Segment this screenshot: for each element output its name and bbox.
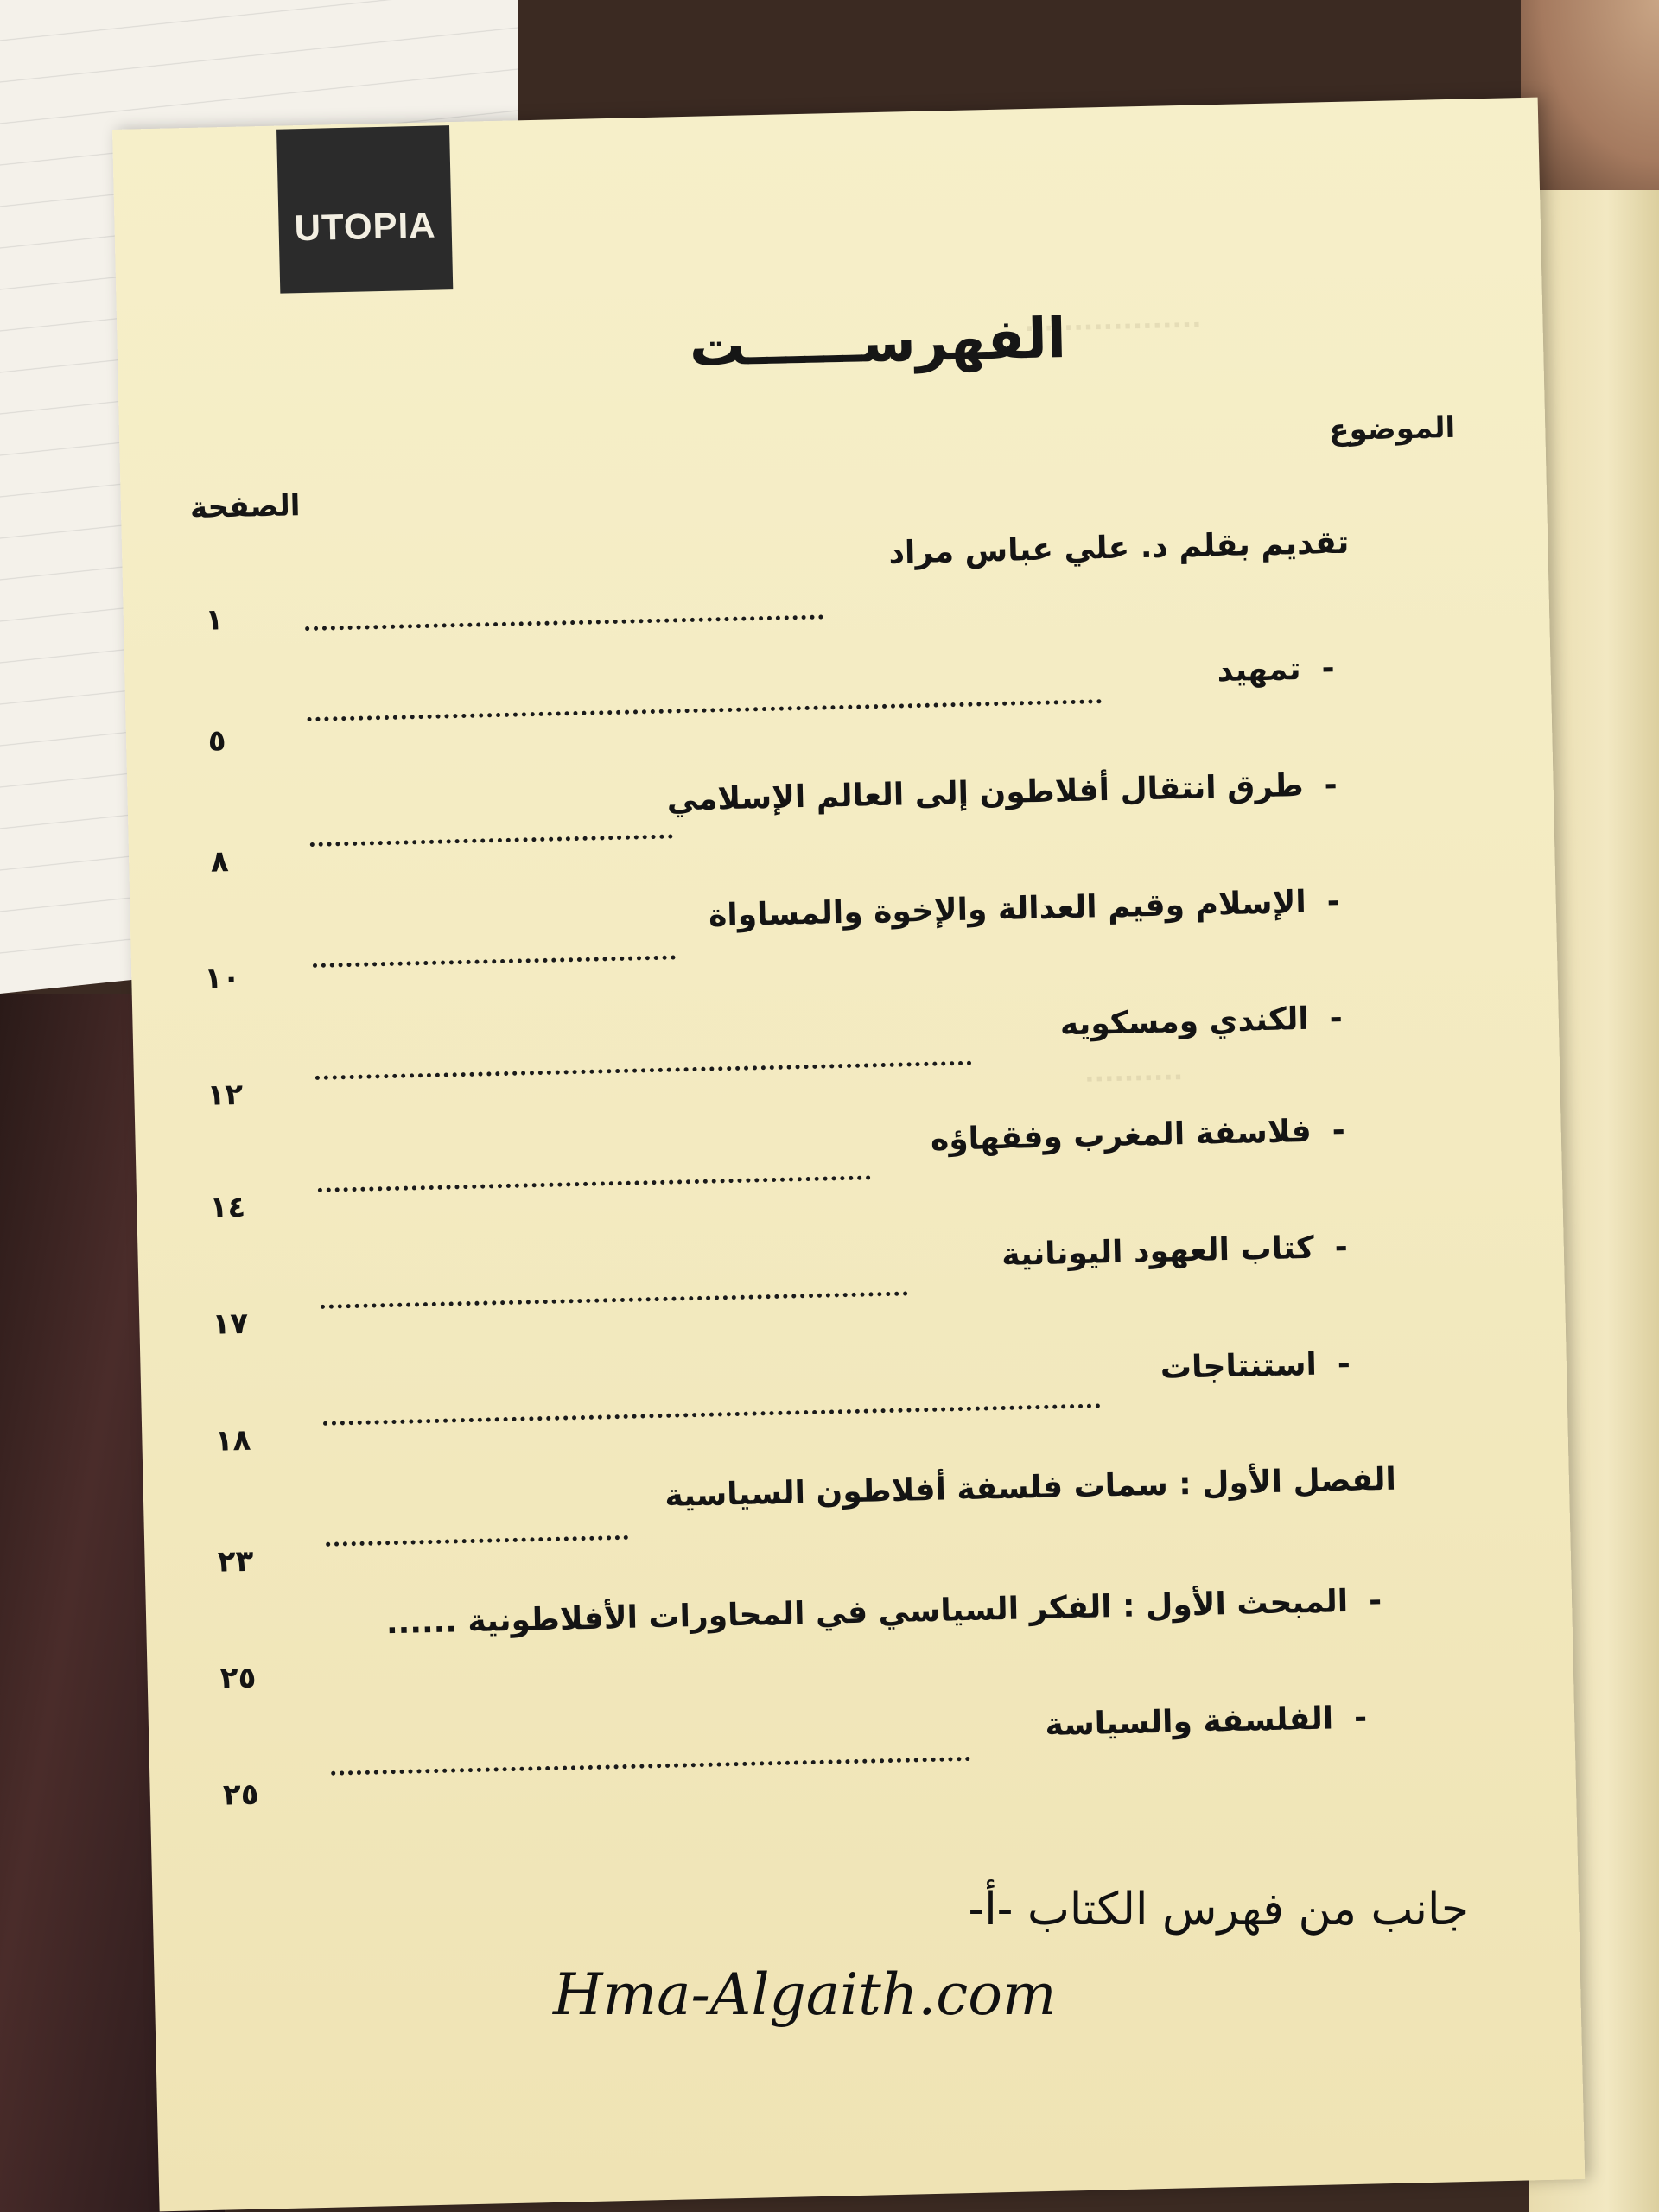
- toc-entry: [931, 1113, 1346, 1158]
- toc-entry: [1045, 1700, 1367, 1743]
- toc-entry-label: الفلسفة والسياسة: [1045, 1700, 1334, 1743]
- toc-page-number: ٢٣: [217, 1543, 254, 1580]
- toc-entry-dash: -: [1337, 1345, 1351, 1382]
- toc-chapter-entry: [664, 1462, 1396, 1514]
- column-header-page: الصفحة: [189, 488, 301, 526]
- background-hand: [1521, 0, 1659, 190]
- toc-entry-label: استنتاجات: [1160, 1346, 1318, 1386]
- toc-entry-dash: -: [1324, 767, 1338, 804]
- toc-entry-label: كتاب العهود اليونانية: [1001, 1230, 1315, 1273]
- toc-entry-dash: -: [1368, 1583, 1382, 1619]
- toc-page-number: ١٢: [207, 1077, 244, 1113]
- toc-page-number: ٨: [210, 844, 230, 880]
- publisher-tab: UTOPIA: [276, 125, 453, 293]
- show-through-text: ..........: [1084, 1056, 1184, 1089]
- toc-entry: [709, 884, 1340, 934]
- leader-dots: [310, 834, 673, 847]
- toc-page-number: ٢٥: [219, 1660, 257, 1696]
- toc-entry-label: الكندي ومسكويه: [1059, 1001, 1310, 1043]
- toc-entry-label: الفصل الأول : سمات فلسفة أفلاطون السياسية: [664, 1461, 1397, 1514]
- toc-page-number: ٥: [207, 723, 226, 759]
- toc-entry-dash: -: [1332, 1112, 1346, 1149]
- show-through-text: ..................: [1023, 303, 1202, 339]
- toc-entry: [1217, 651, 1335, 689]
- toc-entry: [888, 525, 1350, 571]
- toc-page-number: ١٠: [204, 960, 241, 996]
- toc-entry: [1001, 1230, 1348, 1273]
- toc-entry-label: الإسلام وقيم العدالة والإخوة والمساواة: [708, 884, 1307, 934]
- leader-dots: [315, 1061, 972, 1080]
- toc-entry-label: تقديم بقلم د. علي عباس مراد: [888, 524, 1350, 571]
- toc-entry: [666, 767, 1338, 818]
- leader-dots: [326, 1535, 628, 1547]
- toc-page-number: ١٧: [212, 1306, 249, 1342]
- website-watermark: Hma-Algaith.com: [553, 1961, 1057, 2028]
- leader-dots: [318, 1175, 871, 1192]
- toc-entry-label: طرق انتقال أفلاطون إلى العالم الإسلامي: [666, 767, 1305, 818]
- leader-dots: [323, 1403, 1101, 1425]
- toc-entry-label: تمهيد: [1217, 651, 1302, 690]
- toc-entry-dash: -: [1353, 1700, 1368, 1736]
- toc-entry: [1160, 1346, 1351, 1386]
- toc-page-number: ١: [205, 602, 224, 638]
- toc-entry: [385, 1583, 1382, 1641]
- column-header-topic: الموضوع: [1328, 410, 1456, 448]
- toc-entry-dash: -: [1334, 1229, 1349, 1266]
- toc-page-number: ١٤: [209, 1189, 246, 1225]
- leader-dots: [305, 614, 823, 631]
- page-title: الفهرســــــت: [689, 307, 1067, 379]
- leader-dots: [321, 1291, 908, 1308]
- toc-page-number: ١٨: [214, 1422, 251, 1459]
- toc-entry-label: المبحث الأول : الفكر السياسي في المحاورات الأفلاطونية ......: [385, 1583, 1349, 1642]
- toc-entry-dash: -: [1326, 884, 1341, 920]
- toc-entry-label: فلاسفة المغرب وفقهاؤه: [930, 1113, 1313, 1158]
- toc-entry-dash: -: [1329, 1000, 1344, 1037]
- toc-entry: [1059, 1001, 1343, 1042]
- leader-dots: [331, 1757, 970, 1776]
- leader-dots: [313, 955, 676, 968]
- toc-page-number: ٢٥: [222, 1777, 259, 1813]
- leader-dots: [307, 699, 1102, 721]
- photo-caption: جانب من فهرس الكتاب -أ-: [968, 1884, 1469, 1936]
- toc-entry-dash: -: [1321, 651, 1335, 687]
